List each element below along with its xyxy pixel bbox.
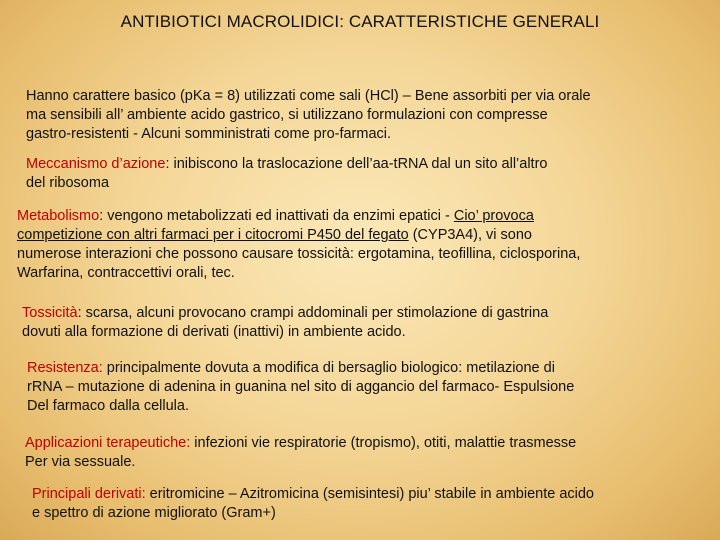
slide-title: ANTIBIOTICI MACROLIDICI: CARATTERISTICHE GENERALI [120, 12, 600, 31]
metabolismo-label: Metabolismo [17, 208, 100, 224]
derivati-label: Principali derivati: [32, 486, 146, 502]
tossicita-label: Tossicità [22, 305, 78, 321]
derivati-line [32, 485, 594, 504]
resistenza-line: Del farmaco dalla cellula. [27, 398, 189, 414]
meccanismo-text: : inibiscono la traslocazione dell’aa-tRNA dal un sito all’altro [165, 156, 548, 172]
tossicita-text: : scarsa, alcuni provocano crampi addominali per stimolazione di gastrina [77, 305, 549, 321]
intro-paragraph [26, 87, 591, 144]
intro-line: ma sensibili all’ ambiente acido gastrico, si utilizzano formulazioni con compresse [26, 107, 548, 123]
metabolismo-line: Warfarina, contraccettivi orali, tec. [17, 265, 235, 281]
applicazioni-text: infezioni vie respiratorie (tropismo), otiti, malattie trasmesse [190, 435, 577, 451]
tossicita-paragraph [22, 304, 548, 342]
applicazioni-line [25, 434, 576, 453]
metabolismo-underlined-text: competizione con altri farmaci per i citocromi P450 del fegato [17, 227, 409, 243]
applicazioni-line: Per via sessuale. [25, 454, 136, 470]
resistenza-paragraph [27, 359, 574, 416]
metabolismo-text: (CYP3A4), vi sono [408, 227, 532, 243]
metabolismo-underlined-text: Cio’ provoca [453, 208, 534, 224]
intro-line: Hanno carattere basico (pKa = 8) utilizzati come sali (HCl) – Bene assorbiti per via orale [26, 88, 591, 104]
metabolismo-paragraph [17, 207, 580, 283]
meccanismo-label: Meccanismo d’azione [26, 156, 166, 172]
applicazioni-label: Applicazioni terapeutiche: [25, 435, 191, 451]
resistenza-line: rRNA – mutazione di adenina in guanina nel sito di aggancio del farmaco- Espulsione [27, 379, 575, 395]
derivati-line: e spettro di azione migliorato (Gram+) [32, 505, 276, 521]
derivati-text: eritromicine – Azitromicina (semisintesi) piu’ stabile in ambiente acido [145, 486, 594, 502]
meccanismo-line [26, 155, 547, 174]
meccanismo-paragraph [26, 155, 547, 193]
metabolismo-text: : vengono metabolizzati ed inattivati da enzimi epatici - [99, 208, 454, 224]
applicazioni-paragraph [25, 434, 576, 472]
resistenza-label: Resistenza: [27, 360, 103, 376]
meccanismo-line: del ribosoma [26, 175, 110, 191]
resistenza-line [27, 359, 574, 378]
intro-line: gastro-resistenti - Alcuni somministrati come pro-farmaci. [26, 126, 392, 142]
tossicita-line: dovuti alla formazione di derivati (inattivi) in ambiente acido. [22, 324, 406, 340]
metabolismo-line [17, 207, 580, 226]
derivati-paragraph [32, 485, 594, 523]
tossicita-line [22, 304, 548, 323]
metabolismo-line [17, 226, 580, 245]
resistenza-text: principalmente dovuta a modifica di bersaglio biologico: metilazione di [102, 360, 555, 376]
metabolismo-line: numerose interazioni che possono causare tossicità: ergotamina, teofillina, ciclosporina, [17, 246, 581, 262]
